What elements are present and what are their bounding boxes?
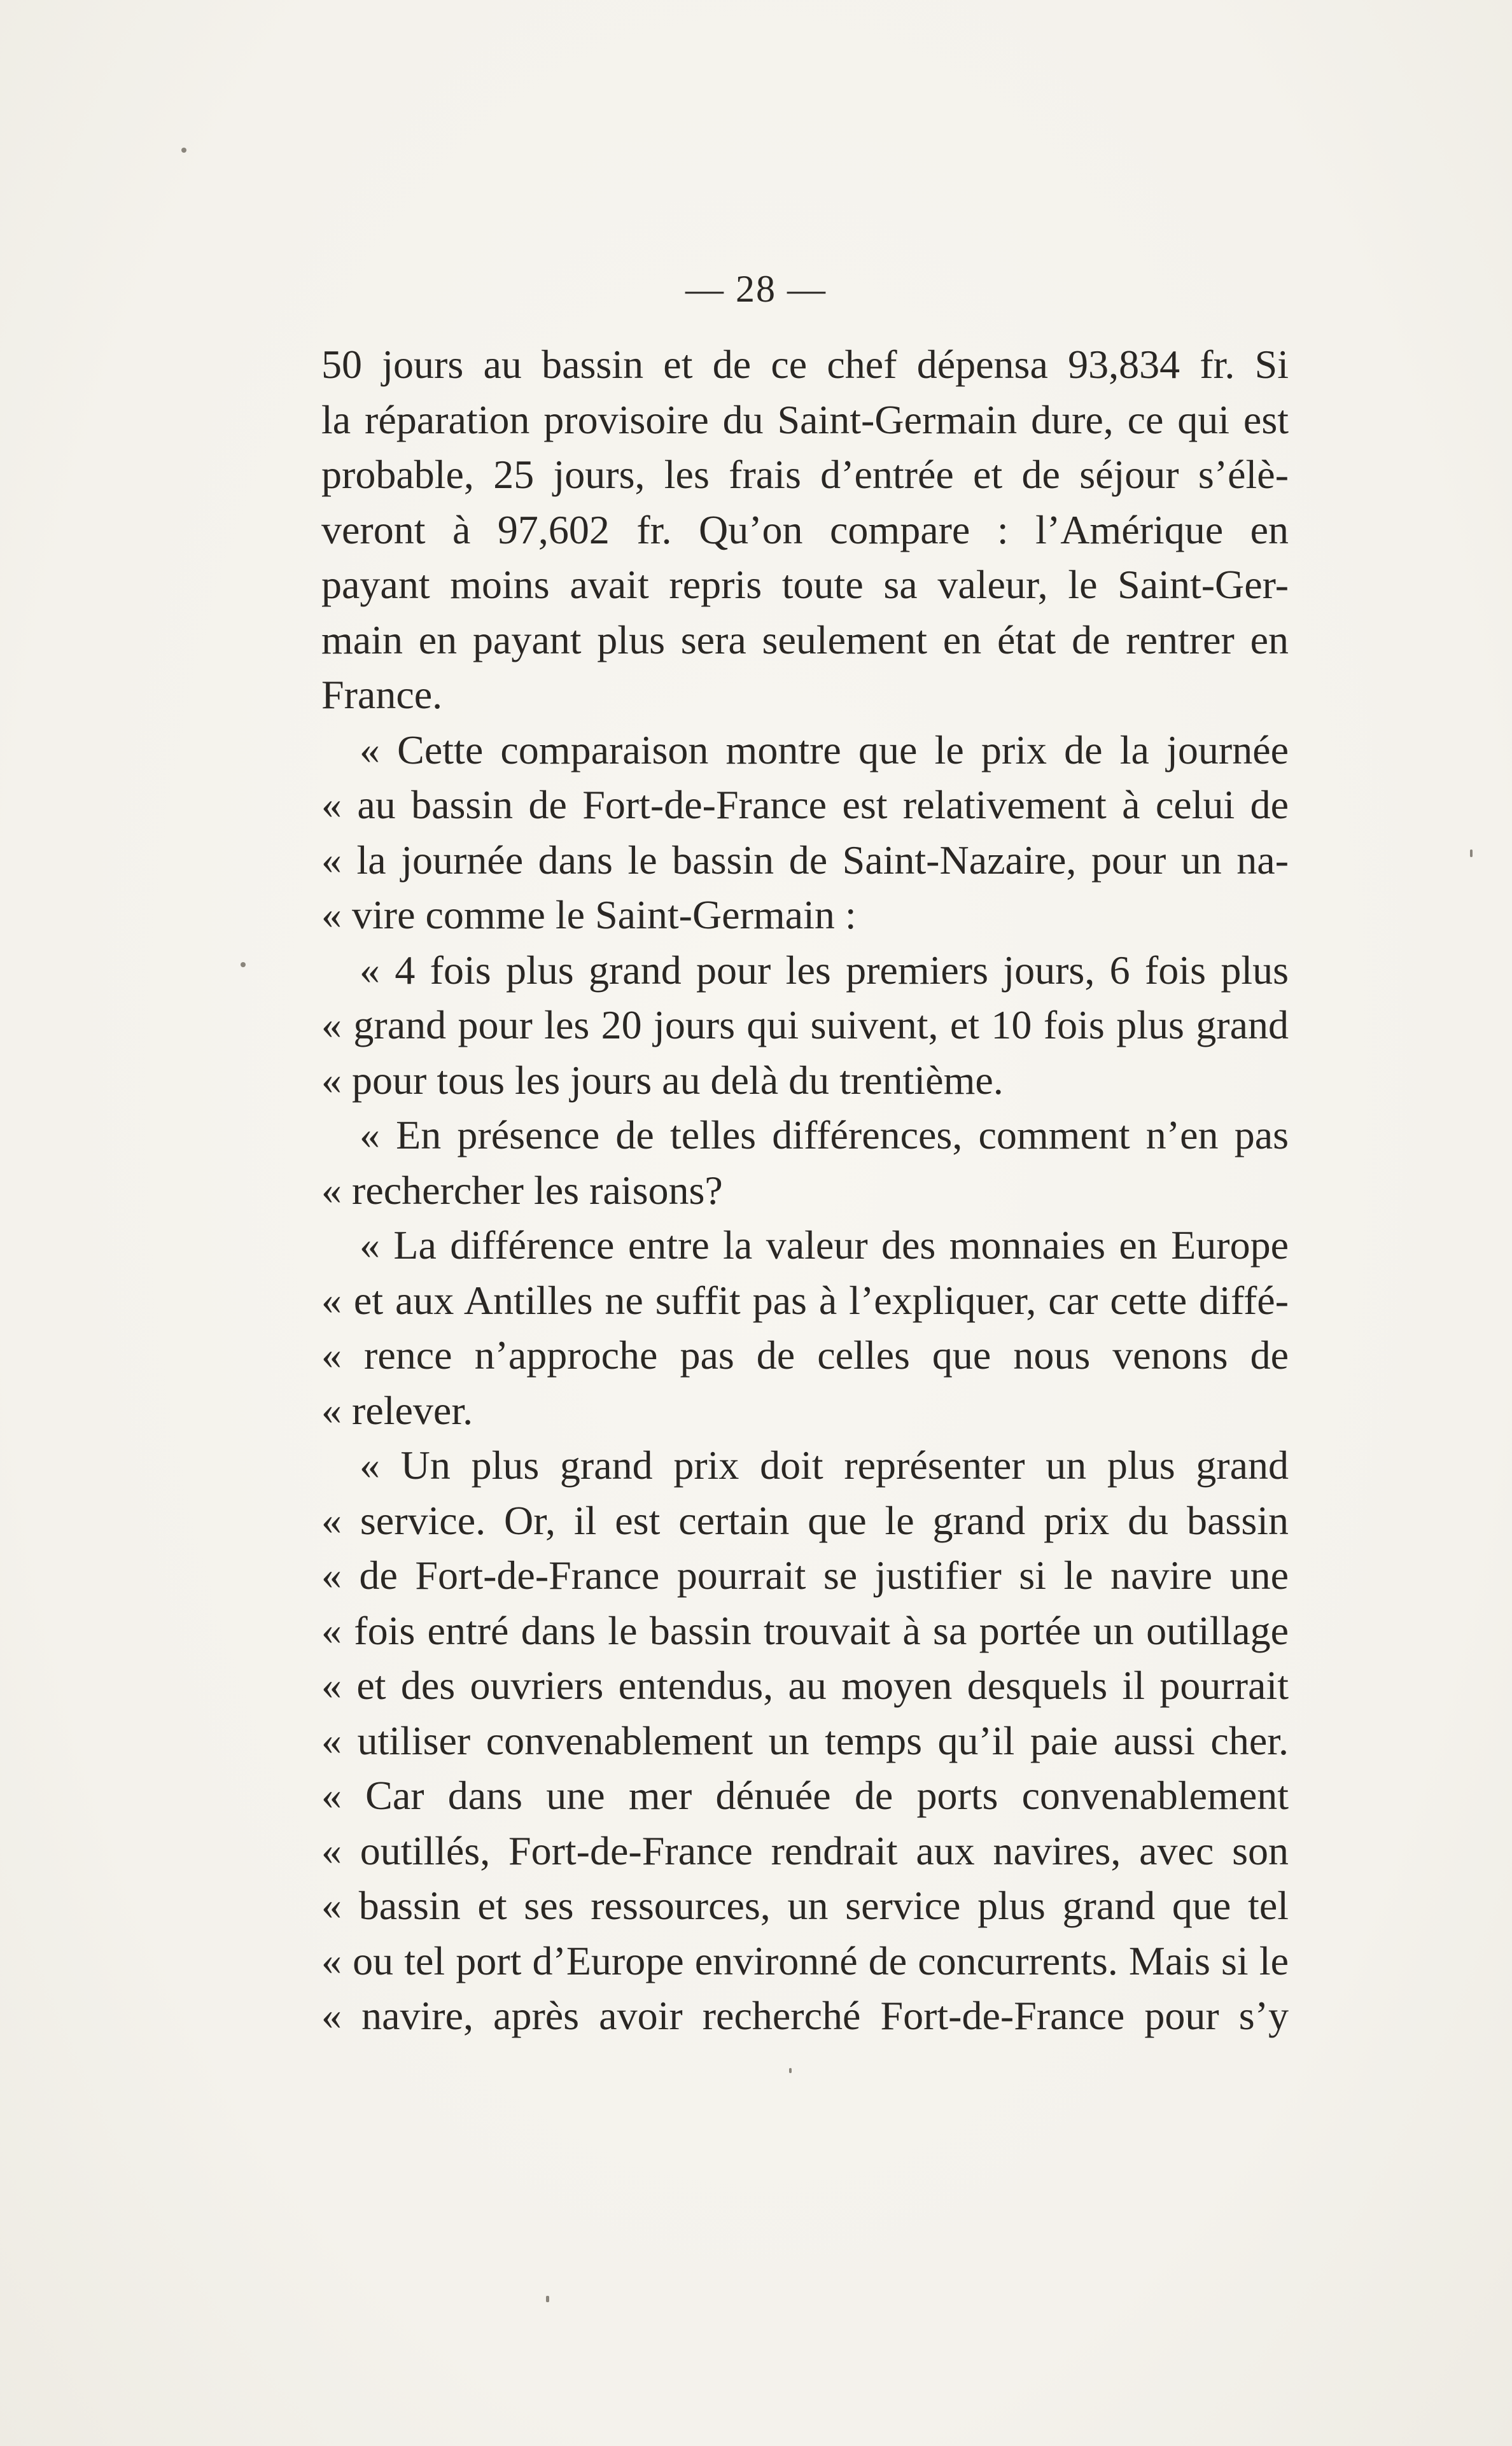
- text-line: « rence n’approche pas de celles que nous venons de: [321, 1332, 1289, 1378]
- text-line: « Cette comparaison montre que le prix de la journée: [360, 727, 1289, 772]
- text-line: « Car dans une mer dénuée de ports convenablement: [321, 1773, 1289, 1818]
- text-line: « bassin et ses ressources, un service plus grand que tel: [321, 1883, 1289, 1928]
- text-line: 50 jours au bassin et de ce chef dépensa 93,834 fr. Si: [321, 342, 1289, 387]
- text-line: probable, 25 jours, les frais d’entrée et de séjour s’élè-: [321, 452, 1289, 497]
- text-line: « 4 fois plus grand pour les premiers jours, 6 fois plus: [360, 947, 1289, 993]
- text-line: « au bassin de Fort-de-France est relativement à celui de: [321, 782, 1289, 827]
- text-line: France.: [321, 672, 443, 717]
- text-line: main en payant plus sera seulement en état de rentrer en: [321, 617, 1289, 662]
- paper-speck: [1470, 849, 1473, 857]
- text-line: « outillés, Fort-de-France rendrait aux navires, avec son: [321, 1828, 1289, 1873]
- text-line: « service. Or, il est certain que le grand prix du bassin: [321, 1497, 1289, 1543]
- text-line: la réparation provisoire du Saint-Germain dure, ce qui est: [321, 396, 1289, 442]
- text-line: « rechercher les raisons?: [321, 1167, 723, 1213]
- text-line: « utiliser convenablement un temps qu’il paie aussi cher.: [321, 1717, 1289, 1763]
- text-line: « fois entré dans le bassin trouvait à sa portée un outillage: [321, 1607, 1289, 1653]
- text-line: payant moins avait repris toute sa valeur, le Saint-Ger-: [321, 562, 1289, 607]
- paper-speck: [241, 962, 246, 967]
- text-line: « et aux Antilles ne suffit pas à l’expliquer, car cette diffé-: [321, 1277, 1289, 1323]
- text-line: « Un plus grand prix doit représenter un plus grand: [360, 1443, 1289, 1488]
- text-line: « La différence entre la valeur des monnaies en Europe: [360, 1222, 1289, 1268]
- text-line: veront à 97,602 fr. Qu’on compare : l’Amérique en: [321, 507, 1289, 552]
- text-line: « grand pour les 20 jours qui suivent, et 10 fois plus grand: [321, 1002, 1289, 1047]
- body-text: [321, 337, 1289, 2044]
- text-line: « de Fort-de-France pourrait se justifier si le navire une: [321, 1553, 1289, 1598]
- text-line: « navire, après avoir recherché Fort-de-France pour s’y: [321, 1993, 1289, 2038]
- text-line: « vire comme le Saint-Germain :: [321, 892, 857, 937]
- paper-speck: [546, 2296, 549, 2302]
- page-number: — 28 —: [685, 268, 827, 310]
- text-line: « ou tel port d’Europe environné de concurrents. Mais si le: [321, 1938, 1289, 1983]
- paper-speck: [789, 2068, 792, 2073]
- text-line: « pour tous les jours au delà du trentième.: [321, 1057, 1004, 1103]
- text-line: « et des ouvriers entendus, au moyen desquels il pourrait: [321, 1663, 1289, 1708]
- paper-speck: [181, 148, 186, 153]
- text-line: « En présence de telles différences, comment n’en pas: [360, 1112, 1289, 1157]
- text-line: « la journée dans le bassin de Saint-Nazaire, pour un na-: [321, 837, 1289, 883]
- text-line: « relever.: [321, 1387, 473, 1433]
